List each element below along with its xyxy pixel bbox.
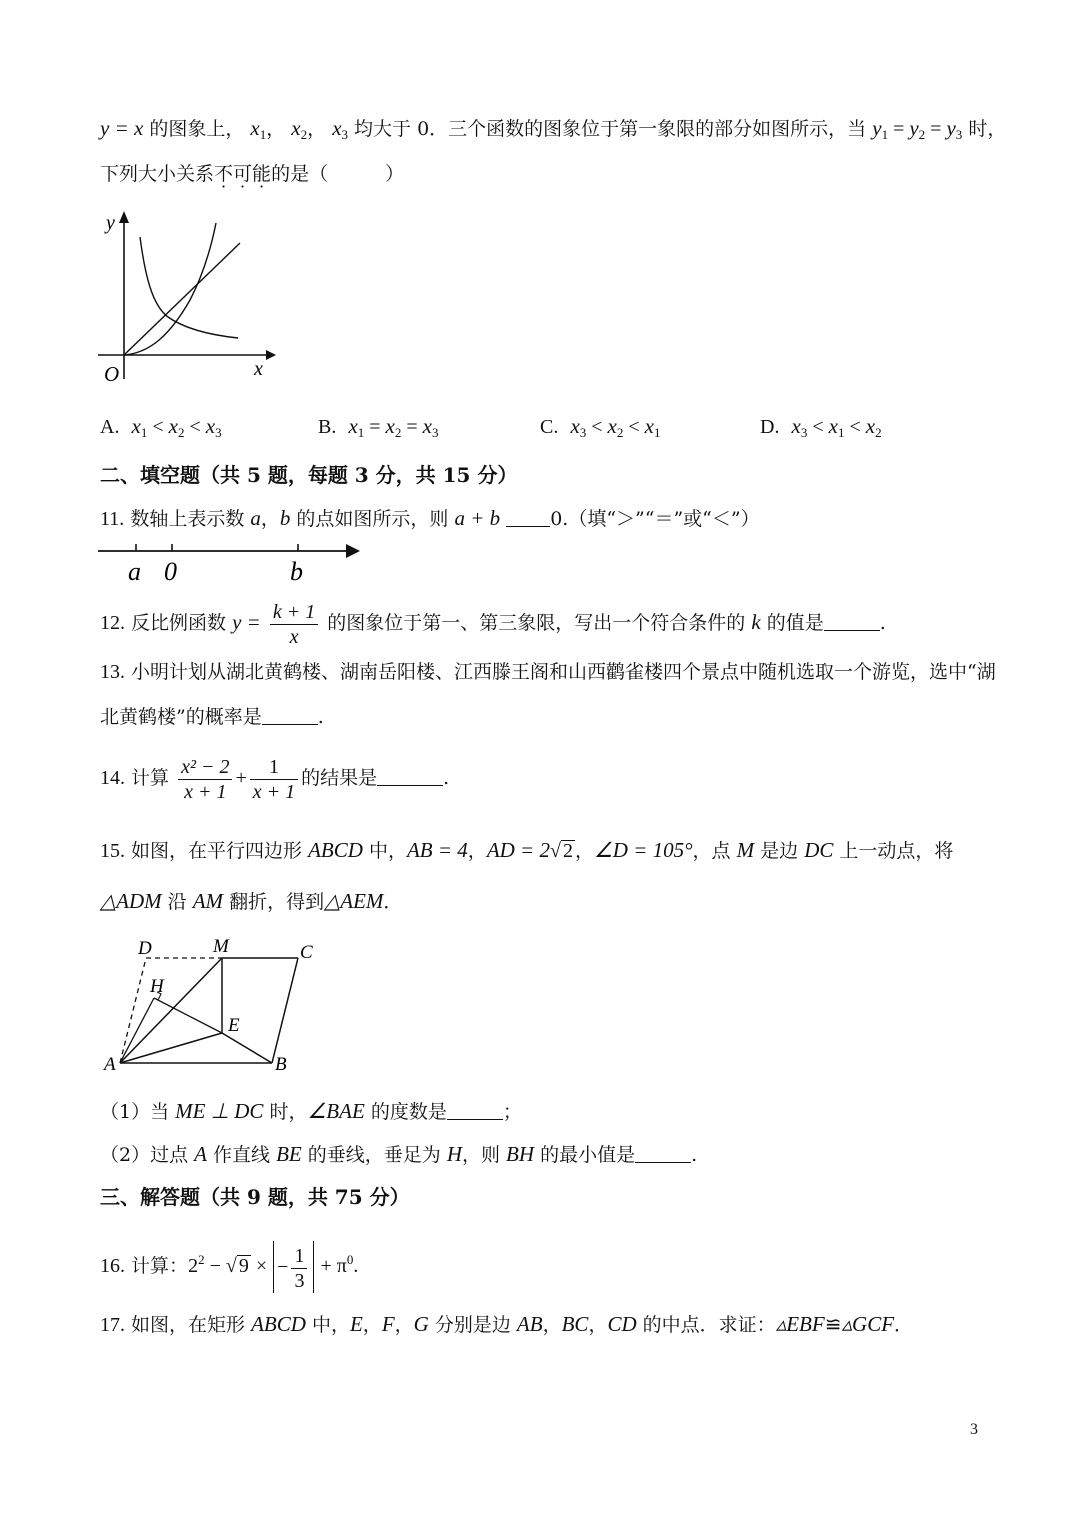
emphasis-char: 能 xyxy=(252,163,272,185)
section-heading-fill-in: 二、填空题（共 5 题，每题 3 分，共 15 分） xyxy=(100,463,518,487)
fraction: $\frac{1}{3}$ xyxy=(291,1244,307,1293)
answer-blank[interactable] xyxy=(635,1144,691,1163)
q13-line2: 北黄鹤楼”的概率是 . xyxy=(100,706,324,728)
answer-blank[interactable] xyxy=(506,508,550,527)
axis-label-y: y xyxy=(106,212,115,234)
point-label-h: H xyxy=(150,976,164,997)
answer-blank[interactable] xyxy=(447,1101,503,1120)
number-line xyxy=(96,538,366,588)
q15-sub1: （1）当 ME ⊥ DC 时，∠BAE 的度数是 ； xyxy=(100,1099,522,1123)
absolute-value: − $\frac{1}{3}$ xyxy=(273,1241,314,1293)
point-label-e: E xyxy=(228,1015,240,1036)
emphasis-char: 不 xyxy=(214,163,234,185)
q16-text: 16. 计算：$2^2$ − √ 9 × − $\frac{1}{3}$ + $\pi^0$. xyxy=(100,1234,358,1293)
answer-blank[interactable] xyxy=(824,612,880,631)
q17-text: 17. 如图，在矩形 ABCD 中，E，F，G 分别是边 AB，BC，CD 的中点．求证：▵EBF≌▵GCF． xyxy=(100,1312,914,1336)
point-label-c: C xyxy=(300,942,313,963)
number-line-label-a: a xyxy=(128,557,141,586)
q15-sub2: （2）过点 A 作直线 BE 的垂线，垂足为 H，则 BH 的最小值是 . xyxy=(100,1142,698,1166)
emphasis-char: 可 xyxy=(233,163,253,185)
q15-line1: 15. 如图，在平行四边形 ABCD 中，AB = 4，AD = 2√ 2 ，∠D = 105°，点 M 是边 DC 上一动点，将 xyxy=(100,838,954,862)
q10-option-d: D. $x_3 < x_1 < x_2$ xyxy=(760,414,882,440)
section-heading-solutions: 三、解答题（共 9 题，共 75 分） xyxy=(100,1185,410,1209)
fraction: $\frac{\text{x² − 2}}{x + 1}$ xyxy=(178,755,232,804)
axis-label-x: x xyxy=(254,358,263,380)
point-label-m: M xyxy=(213,936,229,957)
origin-label: O xyxy=(104,362,120,385)
q10-option-a: A. $x_1 < x_2 < x_3$ xyxy=(100,414,222,440)
q10-option-c: C. $x_3 < x_2 < x_1$ xyxy=(540,414,661,440)
q12-text: 12. 反比例函数 y = $\frac{k + 1}{x}$ 的图象位于第一、第三象限，写出一个符合条件的 k 的值是 . xyxy=(100,600,886,648)
q10-option-b: B. $x_1 = x_2 = x_3$ xyxy=(318,414,439,440)
q15-line2: △ADM 沿 AM 翻折，得到△AEM． xyxy=(100,889,403,913)
number-line-label-zero: 0 xyxy=(164,557,177,586)
q13-line1: 13. 小明计划从湖北黄鹤楼、湖南岳阳楼、江西滕王阁和山西鹳雀楼四个景点中随机选取一个游览，选中“湖 xyxy=(100,661,996,683)
answer-blank[interactable] xyxy=(377,767,443,786)
fraction: $\frac{k + 1}{x}$ xyxy=(270,600,318,649)
point-label-d: D xyxy=(138,938,152,959)
point-label-a: A xyxy=(104,1054,116,1075)
function-graph xyxy=(90,205,280,385)
q10-line1: y = x 的图象上， $x_1$， $x_2$， $x_3$ 均大于 0．三个函数的图象位于第一象限的部分如图所示，当 $y_1 = y_2 = y_3$ 时， xyxy=(100,116,1007,142)
q10-line2: 下列大小关系不可能的是（ ） xyxy=(100,163,405,185)
fraction: $\frac{1}{x + 1}$ xyxy=(250,755,298,804)
answer-blank[interactable] xyxy=(262,706,318,725)
q11-text: 11. 数轴上表示数 a，b 的点如图所示，则 a + b 0.（填“＞”“＝”或“＜”） xyxy=(100,506,760,530)
page-number: 3 xyxy=(970,1421,978,1438)
q14-text: 14. 计算 $\frac{\text{x² − 2}}{x + 1}$ + $\frac{1}{x + 1}$ 的结果是 . xyxy=(100,755,450,803)
point-label-b: B xyxy=(275,1054,287,1075)
parallelogram-figure xyxy=(100,930,330,1080)
q10-y-eq-x: y = x xyxy=(100,116,144,140)
number-line-label-b: b xyxy=(290,557,303,586)
